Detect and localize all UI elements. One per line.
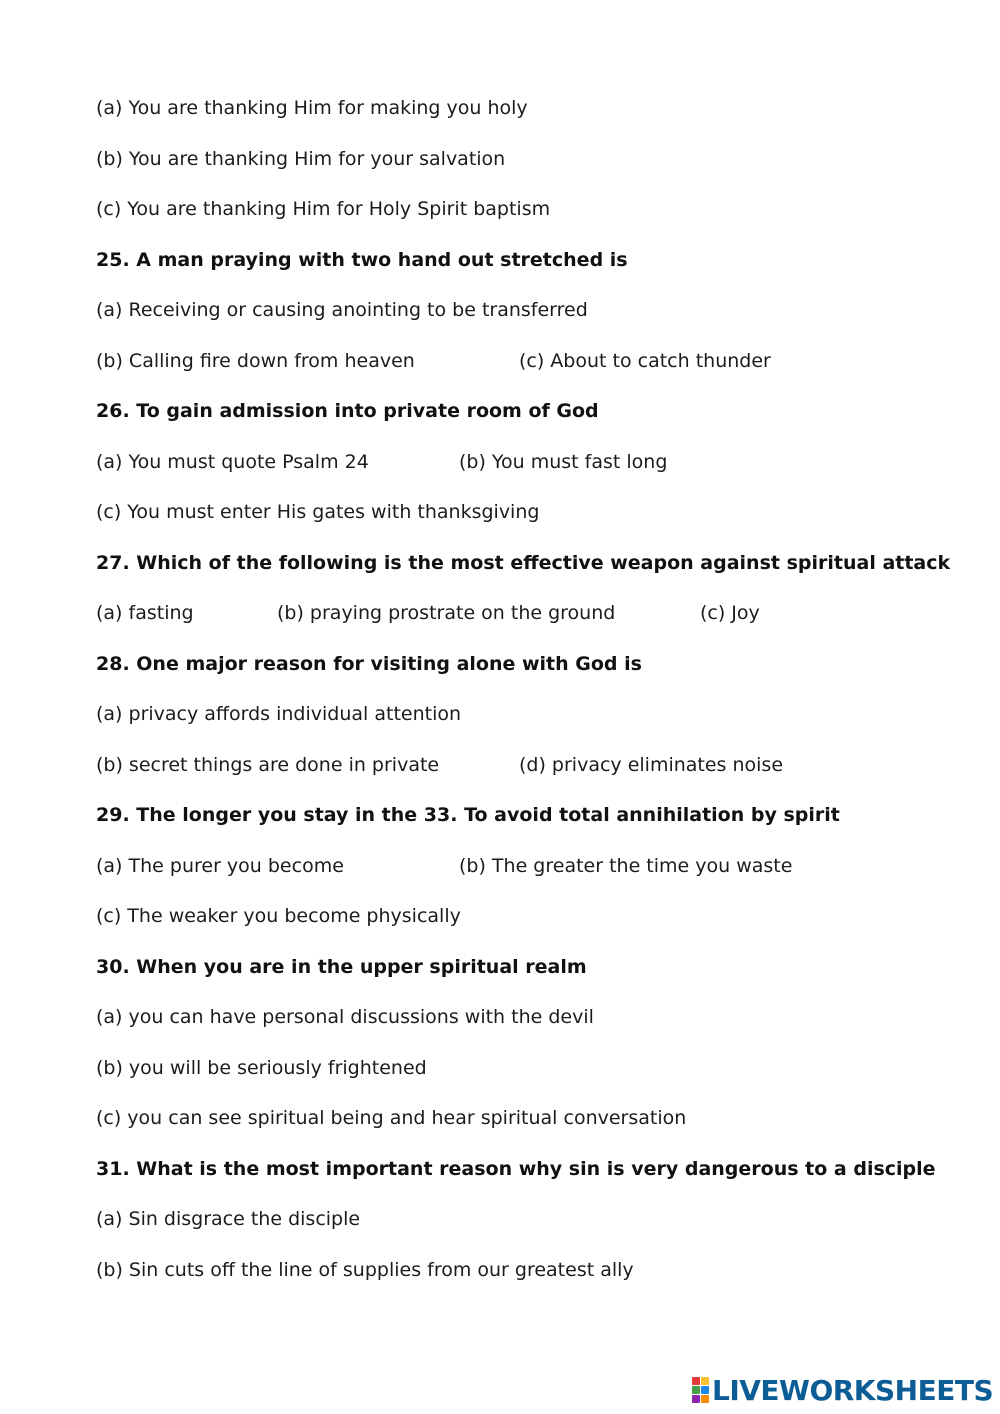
option: (a) You must quote Psalm 24 — [96, 451, 369, 473]
line-21: (c) you can see spiritual being and hear spiritual conversation — [96, 1107, 687, 1129]
line-3: (c) You are thanking Him for Holy Spirit baptism — [96, 198, 551, 220]
line-13: (a) privacy affords individual attention — [96, 703, 462, 725]
question-25: 25. A man praying with two hand out stretched is — [96, 249, 628, 271]
logo-block — [692, 1386, 700, 1394]
option: (b) praying prostrate on the ground — [277, 602, 616, 624]
option: (b) Calling fire down from heaven — [96, 350, 415, 372]
line-9: (c) You must enter His gates with thanksgiving — [96, 501, 540, 523]
question-29: 29. The longer you stay in the 33. To avoid total annihilation by spirit — [96, 804, 840, 826]
logo-block — [701, 1386, 709, 1394]
question-26: 26. To gain admission into private room of God — [96, 400, 599, 422]
option: (b) secret things are done in private — [96, 754, 440, 776]
question-28: 28. One major reason for visiting alone with God is — [96, 653, 642, 675]
line-23: (a) Sin disgrace the disciple — [96, 1208, 361, 1230]
logo-mark-icon — [692, 1377, 709, 1403]
option: (d) privacy eliminates noise — [519, 754, 784, 776]
line-24: (b) Sin cuts off the line of supplies from our greatest ally — [96, 1259, 634, 1281]
logo-block — [692, 1395, 700, 1403]
question-31: 31. What is the most important reason why sin is very dangerous to a disciple — [96, 1158, 936, 1180]
line-2: (b) You are thanking Him for your salvation — [96, 148, 506, 170]
line-20: (b) you will be seriously frightened — [96, 1057, 427, 1079]
liveworksheets-logo — [692, 1372, 993, 1408]
option: (a) The purer you become — [96, 855, 344, 877]
option: (b) The greater the time you waste — [459, 855, 793, 877]
question-27: 27. Which of the following is the most effective weapon against spiritual attack — [96, 552, 951, 574]
logo-block — [701, 1395, 709, 1403]
logo-block — [701, 1377, 709, 1385]
line-17: (c) The weaker you become physically — [96, 905, 461, 927]
option: (b) You must fast long — [459, 451, 668, 473]
option: (c) About to catch thunder — [519, 350, 771, 372]
option: (c) Joy — [700, 602, 760, 624]
option: (a) fasting — [96, 602, 194, 624]
line-5: (a) Receiving or causing anointing to be transferred — [96, 299, 588, 321]
logo-text: LIVEWORKSHEETS — [712, 1373, 994, 1407]
question-30: 30. When you are in the upper spiritual realm — [96, 956, 587, 978]
logo-block — [692, 1377, 700, 1385]
line-19: (a) you can have personal discussions with the devil — [96, 1006, 594, 1028]
line-1: (a) You are thanking Him for making you holy — [96, 97, 528, 119]
